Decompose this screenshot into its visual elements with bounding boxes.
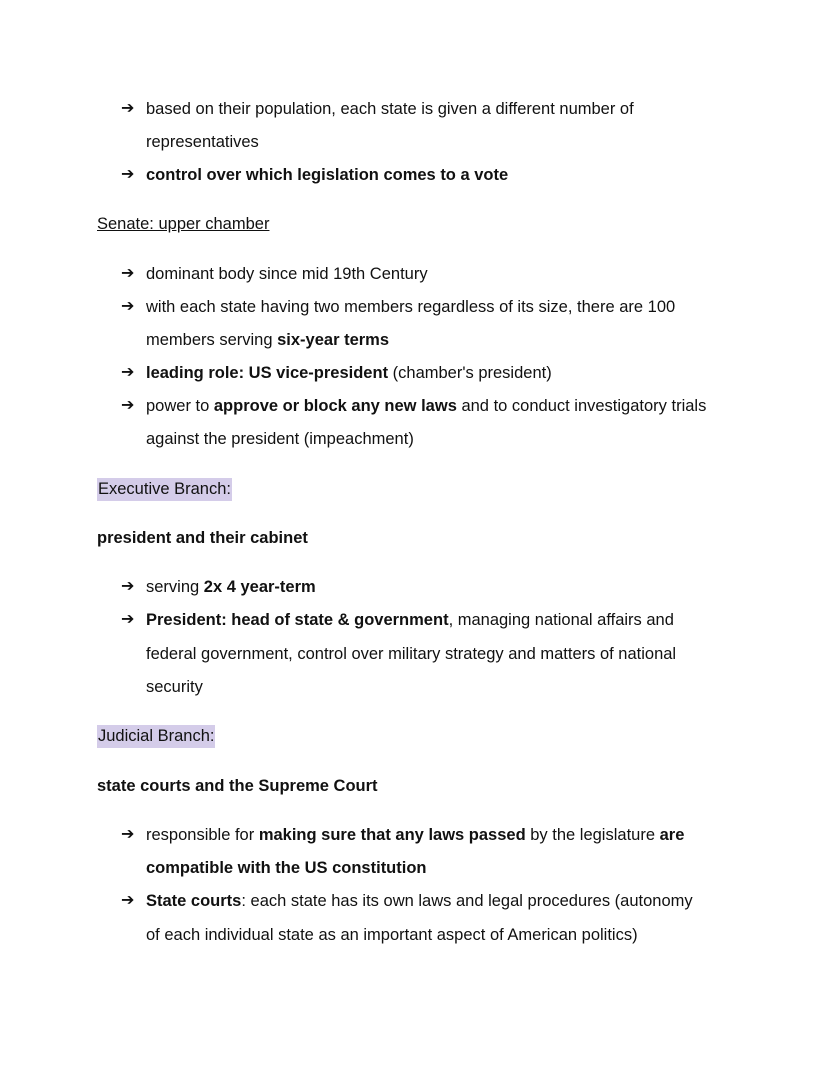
arrow-bullet-icon: ➔	[121, 298, 135, 315]
senate-heading: Senate: upper chamber	[97, 215, 270, 233]
bullet-text	[146, 428, 414, 450]
bullet-text	[146, 131, 259, 153]
bullet-text	[146, 395, 706, 417]
arrow-bullet-icon: ➔	[121, 826, 135, 843]
bullet-text	[146, 576, 316, 598]
text-run-bold: leading role: US vice-president	[146, 364, 389, 382]
text-run: based on their population, each state is given a different number of	[146, 100, 634, 118]
text-run: : each state has its own laws and legal procedures (autonomy	[241, 892, 693, 910]
text-run: representatives	[146, 133, 259, 151]
arrow-bullet-icon: ➔	[121, 364, 135, 381]
bullet-text	[146, 676, 203, 698]
bullet-text	[146, 609, 674, 631]
judicial-heading	[97, 725, 215, 747]
arrow-bullet-icon: ➔	[121, 611, 135, 628]
text-run: , managing national affairs and	[448, 611, 674, 629]
arrow-bullet-icon: ➔	[121, 100, 135, 117]
bullet-text	[146, 98, 634, 120]
bullet-text	[146, 296, 675, 318]
arrow-bullet-icon: ➔	[121, 397, 135, 414]
text-run: responsible for	[146, 826, 259, 844]
text-run: and to conduct investigatory trials	[456, 397, 707, 415]
bullet-text	[146, 924, 638, 946]
text-run-bold: approve or block any new laws	[213, 397, 457, 415]
text-run: against the president (impeachment)	[146, 430, 414, 448]
text-run: control over which legislation comes to a vote	[146, 166, 509, 184]
arrow-bullet-icon: ➔	[121, 578, 135, 595]
executive-subheading: president and their cabinet	[97, 529, 308, 547]
judicial-subheading: state courts and the Supreme Court	[97, 777, 378, 795]
text-run-bold: six-year terms	[277, 331, 390, 349]
text-run: dominant body since mid 19th Century	[146, 265, 428, 283]
text-run: of each individual state as an important aspect of American politics)	[146, 926, 638, 944]
text-run: serving	[146, 578, 204, 596]
text-run: power to	[146, 397, 214, 415]
text-run-bold: State courts	[146, 892, 242, 910]
text-run: with each state having two members regardless of its size, there are 100	[146, 298, 676, 316]
bullet-text	[146, 643, 676, 665]
text-run: members serving	[146, 331, 278, 349]
bullet-text	[146, 824, 684, 846]
bullet-text	[146, 263, 428, 285]
text-run-bold: compatible with the US constitution	[146, 859, 427, 877]
bullet-text	[146, 362, 552, 384]
arrow-bullet-icon: ➔	[121, 892, 135, 909]
bullet-text	[146, 857, 427, 879]
highlighted-heading: Executive Branch:	[97, 478, 232, 501]
highlighted-heading: Judicial Branch:	[97, 725, 215, 748]
text-run: federal government, control over military strategy and matters of national	[146, 645, 677, 663]
text-run-bold: making sure that any laws passed	[258, 826, 526, 844]
text-run-bold: are	[659, 826, 685, 844]
executive-heading	[97, 478, 232, 500]
bullet-text	[146, 164, 508, 186]
text-run-bold: President: head of state & government	[146, 611, 449, 629]
text-run: security	[146, 678, 203, 696]
arrow-bullet-icon: ➔	[121, 166, 135, 183]
bullet-text	[146, 890, 693, 912]
text-run: (chamber's president)	[388, 364, 552, 382]
text-run: by the legislature	[525, 826, 660, 844]
bullet-text	[146, 329, 389, 351]
text-run-bold: 2x 4 year-term	[203, 578, 316, 596]
arrow-bullet-icon: ➔	[121, 265, 135, 282]
